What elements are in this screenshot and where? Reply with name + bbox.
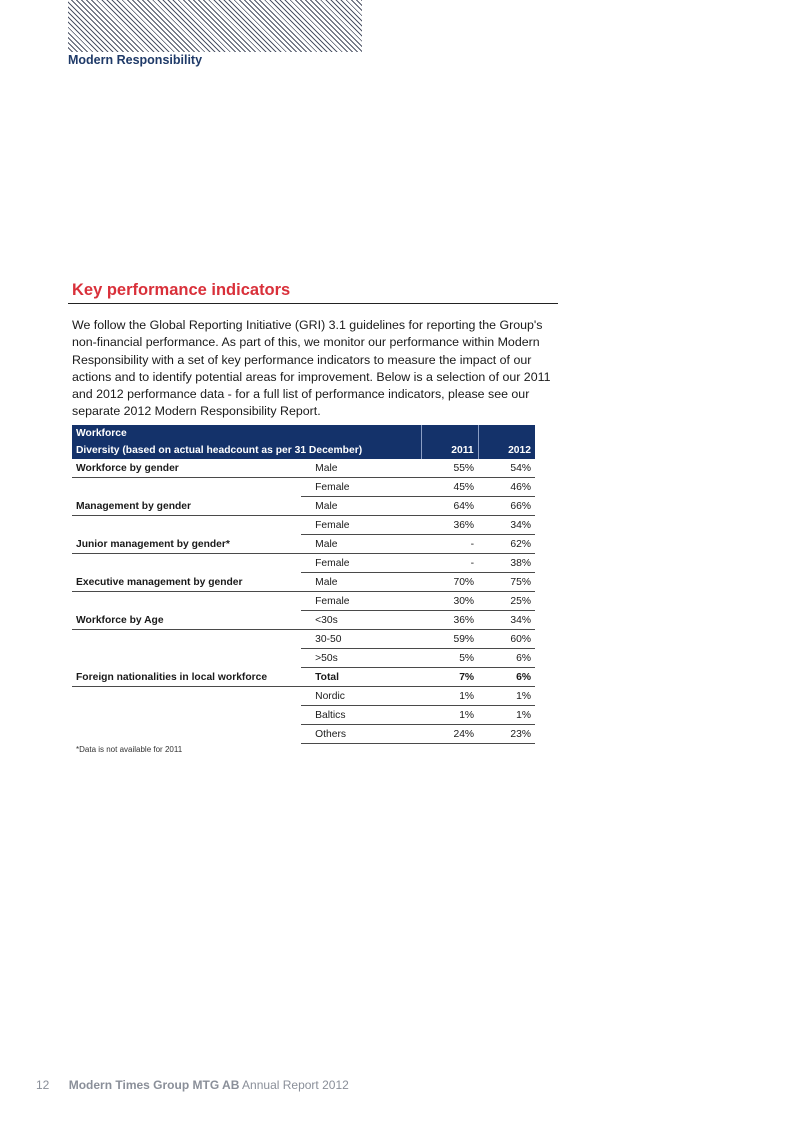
section-label: Modern Responsibility [68,53,203,67]
row-category: Baltics [301,706,421,725]
table-header-2011: 2011 [421,442,478,459]
value-2012: 1% [478,687,535,706]
row-label: Workforce by gender [72,459,301,478]
value-2011: 5% [421,649,478,668]
value-2012: 38% [478,554,535,573]
row-category: Nordic [301,687,421,706]
row-label [72,725,301,744]
table-row [72,687,535,706]
value-2011: 24% [421,725,478,744]
table-header-diversity: Diversity (based on actual headcount as per 31 December) [72,442,421,459]
row-label: Foreign nationalities in local workforce [72,668,301,687]
table-header-row [72,425,535,442]
row-label [72,554,301,573]
value-2011: 45% [421,478,478,497]
value-2012: 66% [478,497,535,516]
row-label: Management by gender [72,497,301,516]
row-label [72,478,301,497]
table-row [72,611,535,630]
row-label [72,649,301,668]
table-header-2012: 2012 [478,442,535,459]
table-header-workforce: Workforce [72,425,421,442]
value-2012: 6% [478,649,535,668]
value-2012: 23% [478,725,535,744]
value-2012: 62% [478,535,535,554]
row-category: <30s [301,611,421,630]
row-label [72,516,301,535]
table-header-blank [421,425,478,442]
table-row [72,516,535,535]
value-2011: 36% [421,516,478,535]
value-2011: 7% [421,668,478,687]
value-2011: 36% [421,611,478,630]
value-2012: 46% [478,478,535,497]
table-row [72,592,535,611]
table-row [72,668,535,687]
row-category: 30-50 [301,630,421,649]
row-category: Female [301,516,421,535]
table-row [72,478,535,497]
row-label [72,687,301,706]
footer-report: Annual Report 2012 [242,1078,349,1092]
row-category: >50s [301,649,421,668]
value-2011: - [421,554,478,573]
row-category: Female [301,592,421,611]
value-2012: 1% [478,706,535,725]
value-2012: 54% [478,459,535,478]
table-row [72,554,535,573]
kpi-table [72,425,535,744]
table-row [72,706,535,725]
value-2011: 30% [421,592,478,611]
table-header-blank [478,425,535,442]
value-2011: 64% [421,497,478,516]
row-label [72,630,301,649]
value-2012: 25% [478,592,535,611]
row-label: Junior management by gender* [72,535,301,554]
value-2011: - [421,535,478,554]
value-2011: 70% [421,573,478,592]
row-category: Total [301,668,421,687]
row-label: Workforce by Age [72,611,301,630]
row-category: Male [301,497,421,516]
row-category: Others [301,725,421,744]
footer-company: Modern Times Group MTG AB [68,1078,240,1092]
row-category: Female [301,554,421,573]
value-2012: 75% [478,573,535,592]
row-category: Female [301,478,421,497]
value-2012: 34% [478,516,535,535]
page-title: Key performance indicators [72,281,291,299]
value-2012: 34% [478,611,535,630]
row-category: Male [301,573,421,592]
page-footer [36,1078,349,1092]
row-category: Male [301,535,421,554]
table-subheader-row [72,442,535,459]
header-hatch-pattern [68,0,362,52]
title-divider [68,303,558,304]
table-row [72,725,535,744]
table-row [72,573,535,592]
row-category: Male [301,459,421,478]
value-2011: 1% [421,687,478,706]
value-2011: 59% [421,630,478,649]
row-label [72,592,301,611]
row-label: Executive management by gender [72,573,301,592]
value-2012: 6% [478,668,535,687]
intro-paragraph: We follow the Global Reporting Initiative (GRI) 3.1 guidelines for reporting the Group's non-financial performance. As part of this, we monitor our performance within Modern Responsibility with a set of key performance indicators to measure the impact of our actions and to identify potential areas for improvement. Below is a selection of our 2011 and 2012 performance data - for a full list of performance indicators, please see our separate 2012 Modern Responsibility Report. [72,318,551,419]
value-2011: 55% [421,459,478,478]
row-label [72,706,301,725]
table-footnote: *Data is not available for 2011 [76,745,183,754]
table-row [72,497,535,516]
table-row [72,459,535,478]
page-number: 12 [36,1078,50,1092]
table-row [72,649,535,668]
value-2011: 1% [421,706,478,725]
table-row [72,630,535,649]
table-row [72,535,535,554]
value-2012: 60% [478,630,535,649]
